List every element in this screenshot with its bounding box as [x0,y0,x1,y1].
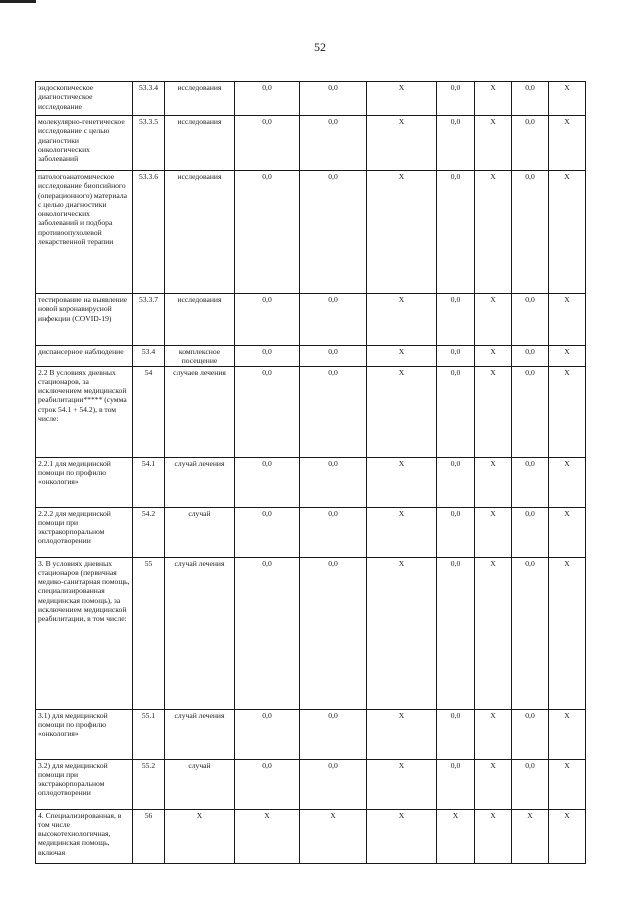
cell-name: патологоанатомическое исследование биопсийного (операционного) материала с целью диагностики онкологических заболеваний и подбора противоопухолевой лекарственной терапии [36,171,133,294]
cell-code: 53.3.5 [133,116,165,171]
cell-unit: исследования [165,171,235,294]
cell-value-6: 0,0 [512,116,549,171]
cell-value-4: 0,0 [437,366,475,457]
table-row [36,457,586,507]
cell-value-5: X [475,116,512,171]
cell-value-1: 0,0 [235,294,300,346]
cell-code: 55.1 [133,709,165,759]
cell-value-3: X [367,709,437,759]
cell-value-5: X [475,346,512,367]
cell-value-3: X [367,809,437,863]
cell-value-1: 0,0 [235,171,300,294]
cell-value-6: 0,0 [512,557,549,709]
cell-value-6: 0,0 [512,709,549,759]
cell-value-1: 0,0 [235,507,300,557]
cell-value-3: X [367,366,437,457]
cell-value-6: X [512,809,549,863]
cell-name: молекулярно-генетическое исследование с целью диагностики онкологических заболеваний [36,116,133,171]
cell-value-6: 0,0 [512,171,549,294]
table-row [36,366,586,457]
cell-value-4: 0,0 [437,346,475,367]
cell-value-2: 0,0 [300,457,367,507]
table-row [36,82,586,116]
cell-value-1: 0,0 [235,709,300,759]
cell-unit: случай [165,759,235,809]
cell-code: 53.3.4 [133,82,165,116]
cell-unit: случай лечения [165,709,235,759]
cell-value-5: X [475,557,512,709]
top-edge-mark [0,0,36,3]
table-row [36,294,586,346]
cell-value-1: 0,0 [235,116,300,171]
cell-value-6: 0,0 [512,507,549,557]
cell-value-4: X [437,809,475,863]
cell-code: 53.4 [133,346,165,367]
cell-value-3: X [367,507,437,557]
cell-value-1: 0,0 [235,82,300,116]
cell-value-1: 0,0 [235,759,300,809]
cell-value-5: X [475,457,512,507]
cell-value-7: X [549,507,586,557]
cell-value-7: X [549,457,586,507]
cell-value-2: 0,0 [300,557,367,709]
cell-name: 2.2.1 для медицинской помощи по профилю «онкология» [36,457,133,507]
table-row [36,759,586,809]
cell-value-6: 0,0 [512,82,549,116]
cell-unit: исследования [165,294,235,346]
cell-value-4: 0,0 [437,82,475,116]
cell-value-4: 0,0 [437,457,475,507]
cell-name: 4. Специализированная, в том числе высокотехнологичная, медицинская помощь, включая [36,809,133,863]
table-row [36,116,586,171]
cell-value-6: 0,0 [512,366,549,457]
cell-value-7: X [549,171,586,294]
cell-value-7: X [549,366,586,457]
cell-value-1: 0,0 [235,457,300,507]
cell-name: 3.1) для медицинской помощи по профилю «онкология» [36,709,133,759]
table-row [36,171,586,294]
cell-value-6: 0,0 [512,457,549,507]
cell-value-7: X [549,809,586,863]
cell-value-7: X [549,82,586,116]
cell-value-7: X [549,557,586,709]
cell-value-2: 0,0 [300,507,367,557]
cell-value-6: 0,0 [512,759,549,809]
cell-unit: случай лечения [165,457,235,507]
cell-name: 3.2) для медицинской помощи при экстракорпоральном оплодотворении [36,759,133,809]
cell-value-2: 0,0 [300,759,367,809]
cell-code: 54.2 [133,507,165,557]
cell-value-5: X [475,171,512,294]
cell-value-5: X [475,809,512,863]
cell-value-3: X [367,759,437,809]
cell-value-6: 0,0 [512,294,549,346]
cell-code: 54 [133,366,165,457]
cell-value-4: 0,0 [437,709,475,759]
cell-name: 3. В условиях дневных стационаров (первичная медико-санитарная помощь, специализированная медицинская помощь), за исключением медицинской реабилитации, в том числе: [36,557,133,709]
cell-value-4: 0,0 [437,171,475,294]
cell-code: 55.2 [133,759,165,809]
table-row [36,557,586,709]
cell-value-2: 0,0 [300,366,367,457]
cell-value-3: X [367,346,437,367]
cell-value-7: X [549,346,586,367]
cell-code: 55 [133,557,165,709]
cell-value-7: X [549,759,586,809]
page-number: 52 [314,40,326,54]
cell-name: эндоскопическое диагностическое исследование [36,82,133,116]
cell-value-3: X [367,294,437,346]
cell-value-3: X [367,82,437,116]
cell-code: 54.1 [133,457,165,507]
cell-unit: комплексное посещение [165,346,235,367]
cell-unit: исследования [165,116,235,171]
cell-unit: случай [165,507,235,557]
cell-value-5: X [475,759,512,809]
cell-value-2: 0,0 [300,294,367,346]
table-row [36,709,586,759]
cell-value-2: 0,0 [300,82,367,116]
cell-value-5: X [475,507,512,557]
cell-value-1: 0,0 [235,557,300,709]
table-body [36,82,586,864]
cell-code: 56 [133,809,165,863]
cell-value-7: X [549,116,586,171]
cell-value-5: X [475,294,512,346]
cell-name: 2.2.2 для медицинской помощи при экстракорпоральном оплодотворении [36,507,133,557]
cell-value-7: X [549,709,586,759]
data-table [35,81,586,864]
cell-value-6: 0,0 [512,346,549,367]
cell-value-1: X [235,809,300,863]
table-row [36,507,586,557]
cell-value-1: 0,0 [235,346,300,367]
cell-value-1: 0,0 [235,366,300,457]
cell-value-4: 0,0 [437,294,475,346]
cell-name: диспансерное наблюдение [36,346,133,367]
cell-value-2: X [300,809,367,863]
cell-value-3: X [367,116,437,171]
cell-value-2: 0,0 [300,116,367,171]
cell-unit: X [165,809,235,863]
cell-value-5: X [475,366,512,457]
cell-unit: исследования [165,82,235,116]
table-row [36,809,586,863]
cell-value-4: 0,0 [437,507,475,557]
cell-value-3: X [367,557,437,709]
cell-code: 53.3.6 [133,171,165,294]
cell-value-2: 0,0 [300,709,367,759]
cell-unit: случаев лечения [165,366,235,457]
cell-value-2: 0,0 [300,346,367,367]
cell-value-3: X [367,457,437,507]
cell-value-4: 0,0 [437,557,475,709]
cell-value-3: X [367,171,437,294]
cell-name: тестирование на выявление новой коронавирусной инфекции (COVID-19) [36,294,133,346]
cell-value-4: 0,0 [437,116,475,171]
cell-value-5: X [475,709,512,759]
cell-name: 2.2 В условиях дневных стационаров, за исключением медицинской реабилитации***** (сумма строк 54.1 + 54.2), в том числе: [36,366,133,457]
cell-code: 53.3.7 [133,294,165,346]
cell-value-7: X [549,294,586,346]
cell-value-4: 0,0 [437,759,475,809]
cell-value-5: X [475,82,512,116]
table-row [36,346,586,367]
cell-value-2: 0,0 [300,171,367,294]
cell-unit: случай лечения [165,557,235,709]
